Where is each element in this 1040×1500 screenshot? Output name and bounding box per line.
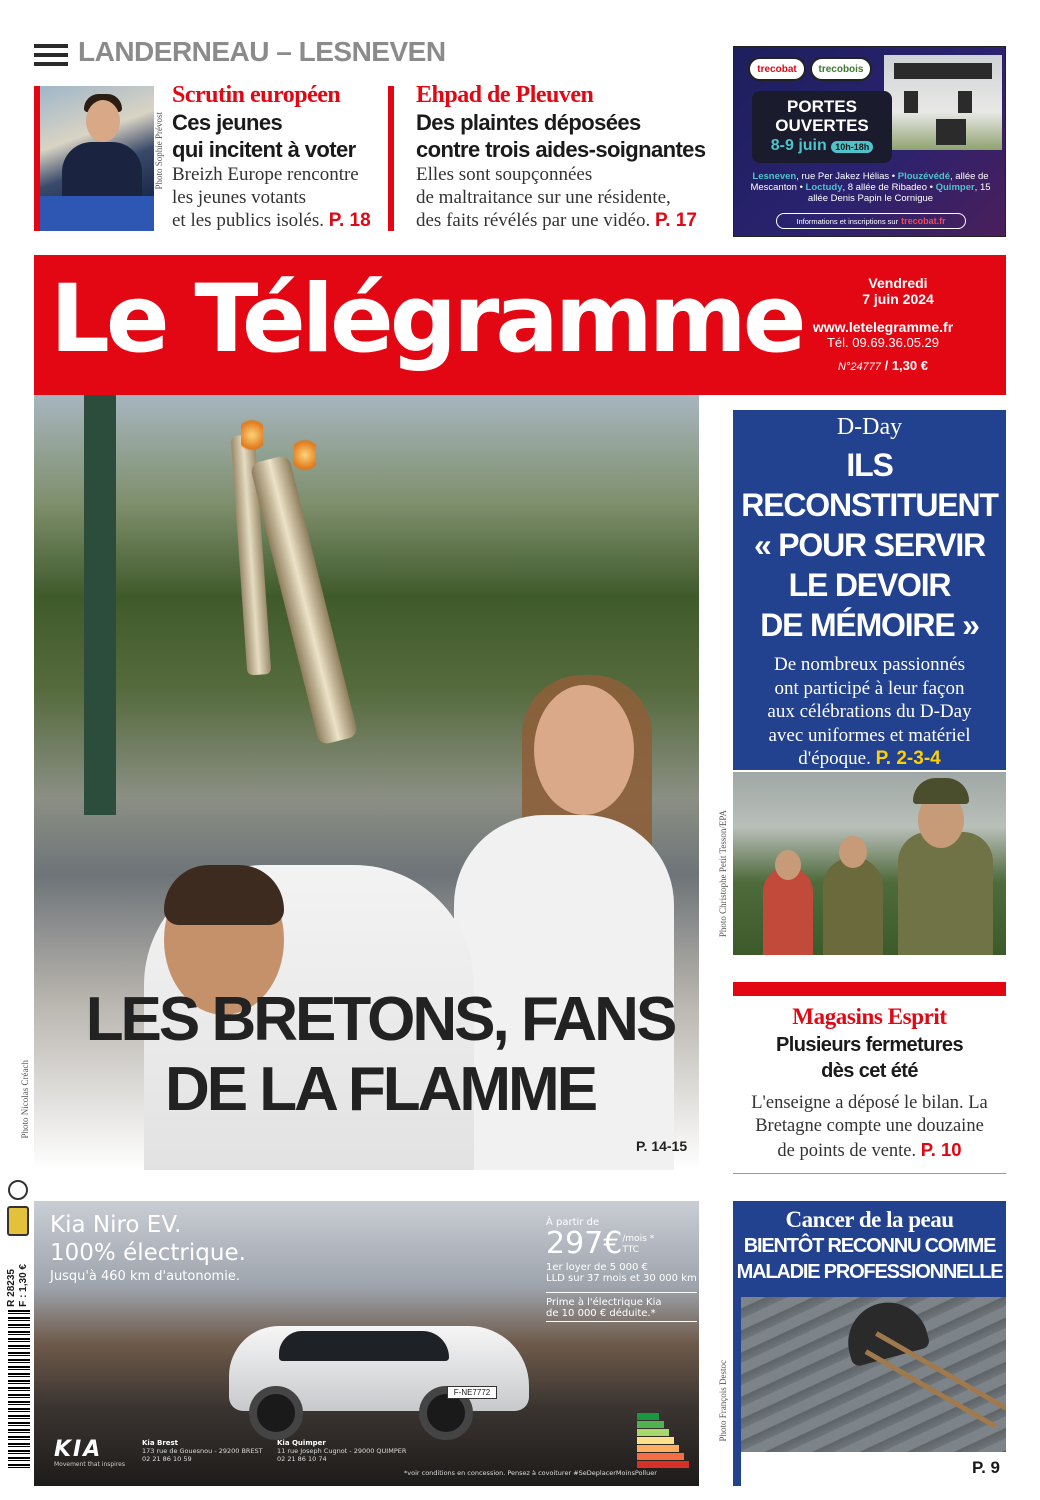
issue-price: / 1,30 €	[884, 358, 928, 373]
dealer-addr: 11 rue Joseph Cugnot - 29000 QUIMPER	[277, 1447, 407, 1455]
cancer-headline-line: MALADIE PROFESSIONNELLE	[736, 1261, 1003, 1283]
kia-footnote: *voir conditions en concession. Pensez à covoiturer #SeDeplacerMoinsPolluer	[404, 1469, 657, 1477]
dday-headline-line: ILS	[846, 447, 893, 483]
energy-bar	[637, 1445, 679, 1452]
dealer-tel: 02 21 86 10 59	[142, 1455, 192, 1463]
info-text: Informations et inscriptions sur	[796, 216, 899, 226]
kia-price: 297€	[546, 1226, 623, 1261]
dday-body-line: avec uniformes et matériel	[768, 724, 971, 746]
newspaper-logo[interactable]: Le Télégramme	[50, 265, 803, 374]
energy-bar	[637, 1421, 664, 1428]
addr-street: , rue Per Jakez Hélias •	[796, 171, 898, 182]
masthead	[34, 255, 1006, 395]
addr-street: , 15 allée Denis Papin le Cornigue	[807, 182, 991, 204]
main-page-ref: P. 14-15	[636, 1138, 688, 1154]
recycle-icon	[8, 1180, 28, 1200]
addr-city: Plouzévédé	[897, 171, 951, 182]
teaser-body-line: Elles sont soupçonnées	[416, 164, 593, 185]
page-ref: P. 17	[655, 210, 697, 231]
kia-logo: KIA	[54, 1437, 103, 1462]
cancer-headline-line: BIENTÔT RECONNU COMME	[743, 1235, 996, 1257]
teaser-body-line: et les publics isolés.	[172, 210, 324, 231]
portes-ouvertes-box	[752, 91, 892, 163]
teaser-body-line: de maltraitance sur une résidente,	[416, 187, 671, 208]
teaser-headline-line: contre trois aides-soignantes	[416, 137, 706, 162]
masthead-info	[798, 275, 968, 373]
kia-title-line: 100% électrique.	[50, 1240, 246, 1266]
divider	[733, 1173, 1006, 1174]
barcode-icon	[8, 1310, 30, 1470]
po-dates: 8-9 juin	[770, 137, 827, 154]
kia-offer	[546, 1217, 697, 1322]
esprit-headline-line: dès cet été	[821, 1060, 918, 1082]
teaser-headline-line: Ces jeunes	[172, 110, 283, 135]
press-code: R 28235	[6, 1269, 17, 1307]
cancer-story[interactable]	[733, 1201, 1006, 1486]
kia-per-month: /mois *	[622, 1234, 655, 1244]
dealer-addr: 173 rue de Gouesnou - 29200 BREST	[142, 1447, 263, 1455]
teaser-body-line: Breizh Europe rencontre	[172, 164, 359, 185]
ad-kia[interactable]	[34, 1201, 699, 1486]
main-story-title[interactable]	[50, 985, 710, 1125]
addr-street: , allée de Mescanton •	[750, 171, 989, 193]
esprit-kicker: Magasins Esprit	[792, 1004, 947, 1029]
teaser-kicker: Ehpad de Pleuven	[416, 82, 594, 108]
kia-terms-line: LLD sur 37 mois et 30 000 km	[546, 1273, 697, 1284]
energy-bar	[637, 1437, 674, 1444]
dday-body-line: d'époque.	[798, 748, 871, 769]
menu-icon[interactable]	[34, 44, 68, 66]
main-title-line: LES BRETONS, FANS	[85, 985, 675, 1054]
dealer-tel: 02 21 86 10 74	[277, 1455, 327, 1463]
price-code	[6, 1264, 30, 1307]
trecobois-logo: trecobois	[810, 57, 872, 81]
dday-body-line: ont participé à leur façon	[774, 677, 965, 699]
left-strip	[6, 1180, 30, 1490]
edition-name: LANDERNEAU – LESNEVEN	[78, 36, 446, 67]
dealer-name: Kia Quimper	[277, 1439, 326, 1447]
esprit-headline-line: Plusieurs fermetures	[776, 1034, 963, 1056]
kia-from: À partir de	[546, 1217, 600, 1228]
addr-city: Quimper	[935, 182, 975, 193]
dealer-name: Kia Brest	[142, 1439, 179, 1447]
photo-credit-dday: Photo Christophe Petit Tesson/EPA	[718, 810, 728, 938]
kia-tagline: Movement that inspires	[54, 1461, 126, 1468]
esprit-body-line: Bretagne compte une douzaine	[755, 1116, 984, 1136]
kia-dealer	[142, 1439, 263, 1463]
esprit-body-line: L'enseigne a déposé le bilan. La	[751, 1093, 988, 1113]
energy-label	[637, 1413, 697, 1469]
po-title-line: OUVERTES	[775, 116, 869, 135]
dday-story[interactable]	[733, 410, 1006, 770]
dday-photo	[733, 772, 1006, 955]
esprit-story[interactable]	[733, 1004, 1006, 1163]
kia-subtitle: Jusqu'à 460 km d'autonomie.	[50, 1269, 240, 1284]
teaser-body-line: les jeunes votants	[172, 187, 307, 208]
teaser-headline-line: qui incitent à voter	[172, 137, 356, 162]
main-title-line: DE LA FLAMME	[164, 1055, 596, 1124]
kia-plate: F-NE7772	[447, 1386, 497, 1399]
press-price: F : 1,30 €	[18, 1264, 29, 1307]
phone-number: Tél. 09.69.36.05.29	[826, 335, 940, 350]
issue-number: N°24777	[838, 361, 881, 373]
energy-bar	[637, 1429, 669, 1436]
kia-prime-line: Prime à l'électrique Kia	[546, 1292, 697, 1308]
esprit-red-bar	[733, 982, 1006, 996]
po-title-line: PORTES	[787, 97, 857, 116]
addr-street: , 8 allée de Ribadeo •	[842, 182, 936, 193]
teaser-divider-bar	[388, 86, 394, 231]
dday-kicker: D-Day	[836, 414, 903, 440]
dday-headline-line: « POUR SERVIR	[754, 527, 985, 563]
issue-day: Vendredi	[868, 275, 928, 291]
trecobat-logo: trecobat	[748, 57, 806, 81]
teaser-ehpad[interactable]	[416, 82, 716, 232]
page-ref: P. 10	[920, 1139, 962, 1160]
kia-terms-line: 1er loyer de 5 000 €	[546, 1262, 648, 1273]
photo-credit-main: Photo Nicolas Créach	[20, 1060, 30, 1139]
page-ref: P. 9	[971, 1458, 1000, 1477]
kia-ttc: TTC	[622, 1245, 639, 1255]
website-link[interactable]: www.letelegramme.fr	[812, 319, 954, 335]
photo-credit-cancer: Photo François Destoc	[718, 1360, 728, 1442]
house-image	[884, 55, 1002, 150]
trecobat-addresses	[744, 171, 997, 204]
addr-city: Loctudy	[805, 182, 843, 193]
addr-city: Lesneven	[752, 171, 797, 182]
kia-car-image	[219, 1291, 539, 1441]
kia-title-line: Kia Niro EV.	[50, 1212, 182, 1238]
energy-bar	[637, 1461, 689, 1468]
page-ref: P. 18	[328, 210, 371, 231]
info-url: trecobat.fr	[901, 216, 946, 226]
photo-credit-scrutin: Photo Sophie Prévost	[154, 112, 164, 190]
trecobat-info-link[interactable]	[776, 213, 966, 229]
dday-headline-line: DE MÉMOIRE »	[760, 607, 979, 643]
energy-bar	[637, 1413, 659, 1420]
dday-headline-line: LE DEVOIR	[788, 567, 951, 603]
energy-bar	[637, 1453, 684, 1460]
cancer-kicker: Cancer de la peau	[785, 1207, 954, 1232]
teaser-headline-line: Des plaintes déposées	[416, 110, 641, 135]
esprit-body-line: de points de vente.	[777, 1141, 917, 1161]
teaser-body-line: des faits révélés par une vidéo.	[416, 210, 651, 231]
dday-body-line: aux célébrations du D-Day	[767, 701, 972, 722]
triman-icon	[7, 1206, 29, 1236]
dday-headline-line: RECONSTITUENT	[741, 487, 998, 523]
teaser-photo-scrutin	[34, 86, 154, 231]
kia-dealer	[277, 1439, 406, 1463]
cancer-photo	[741, 1297, 1006, 1452]
teaser-kicker: Scrutin européen	[172, 82, 341, 108]
kia-prime-line: de 10 000 € déduite.*	[546, 1308, 697, 1322]
dday-body-line: De nombreux passionnés	[773, 654, 966, 675]
issue-date: 7 juin 2024	[862, 291, 934, 307]
teaser-scrutin[interactable]	[172, 82, 382, 232]
ad-trecobat[interactable]	[733, 46, 1006, 237]
page-ref: P. 2-3-4	[875, 748, 941, 769]
po-hours: 10h-18h	[831, 141, 873, 153]
